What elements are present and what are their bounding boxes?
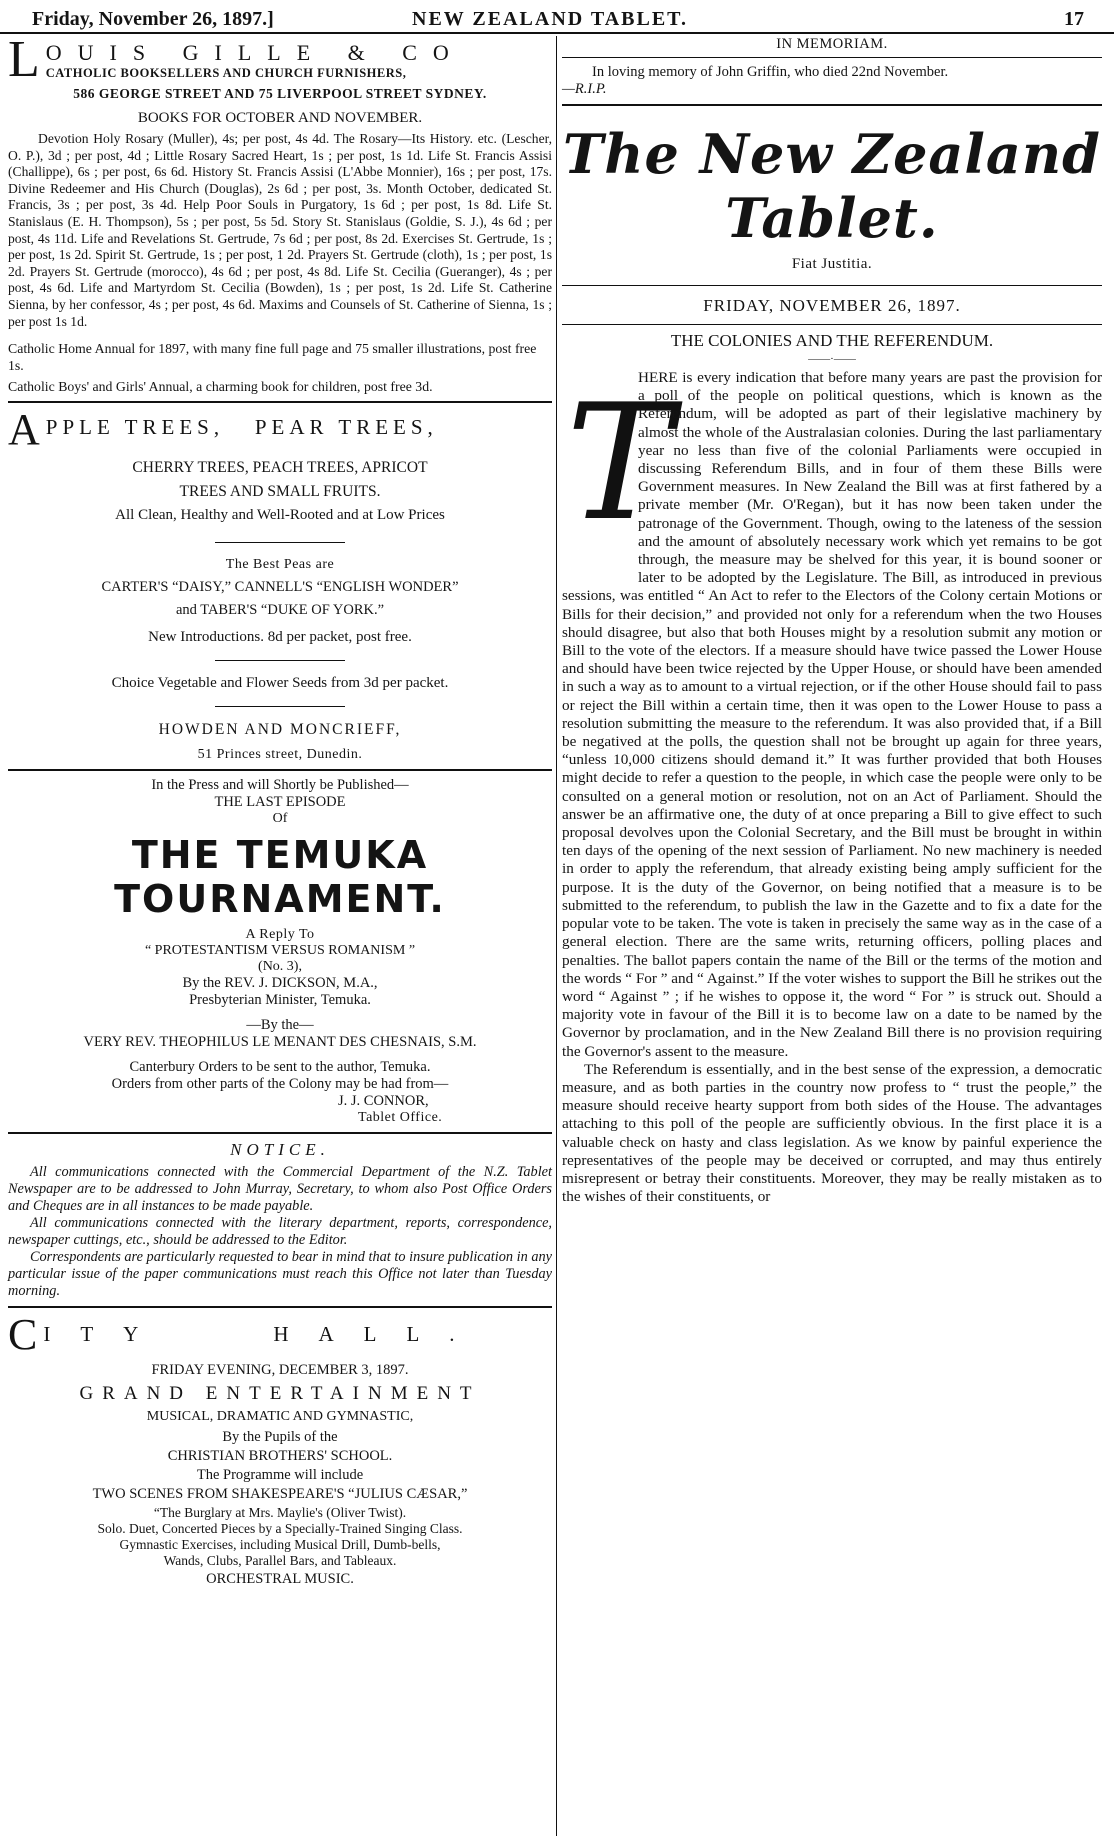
gille-initial: L xyxy=(8,36,40,82)
temuka-ad xyxy=(8,777,552,1134)
firm-address: 51 Princes street, Dunedin. xyxy=(197,747,363,763)
page-number: 17 xyxy=(1064,8,1084,30)
temuka-of: Of xyxy=(272,811,288,827)
trees-line1: CHERRY TREES, PEACH TREES, APRICOT xyxy=(132,459,428,477)
masthead-block xyxy=(562,122,1102,286)
notice-commercial: All communications connected with the Commercial Department of the N.Z. Tablet Newspaper are to be addressed to John Murray, Secretary, to whom also Post Office Orders and Cheques are in all instances to be made payable. xyxy=(8,1164,552,1215)
left-column xyxy=(8,36,552,1588)
trees-initial: A xyxy=(8,409,40,450)
trees-line3: All Clean, Healthy and Well-Rooted and at Low Prices xyxy=(115,507,445,524)
right-column xyxy=(562,36,1102,1206)
title-ornament: ——·—— xyxy=(808,353,856,365)
notice-title: NOTICE. xyxy=(230,1140,330,1160)
temuka-episode: THE LAST EPISODE xyxy=(214,794,346,811)
cityhall-wands: Wands, Clubs, Parallel Bars, and Tableaux. xyxy=(163,1553,397,1569)
gille-name: OUIS GILLE & CO xyxy=(45,40,465,65)
masthead-title: The New Zealand Tablet. xyxy=(563,122,1101,250)
peas-heading: The Best Peas are xyxy=(225,557,335,573)
notice-correspondents: Correspondents are particularly requested to bear in mind that to insure publication in any particular issue of the paper communications must reach this Office not later than Tuesday morning. xyxy=(8,1249,552,1300)
temuka-office: Tablet Office. xyxy=(358,1110,443,1126)
article xyxy=(562,331,1102,1206)
peas-price: New Introductions. 8d per packet, post free. xyxy=(148,629,412,646)
memoriam-rip: —R.I.P. xyxy=(562,81,607,97)
memoriam-title: IN MEMORIAM. xyxy=(776,36,888,52)
peas-taber: and TABER'S “DUKE OF YORK.” xyxy=(175,602,385,619)
gille-sub: CATHOLIC BOOKSELLERS AND CHURCH FURNISHERS, xyxy=(45,66,407,80)
memoriam xyxy=(562,36,1102,106)
cityhall-julius: TWO SCENES FROM SHAKESPEARE'S “JULIUS CÆSAR,” xyxy=(92,1486,468,1503)
article-paragraph-1: HERE is every indication that before many years are past the provision for a poll of the people on political questions, which is known as the Referendum, will be adopted as part of their legislative machinery by almost the whole of the Australasian colonies. During the last parliamentary year no less than five of the colonial Parliaments were occupied in discussing Referendum Bills, and in four of them these Bills were Government measures. In New Zealand the Bill was at first fathered by a private member (Mr. O'Regan), but it has now been taken under the patronage of the Government. Though, owing to the lateness of the session and the amount of absolutely necessary work which yet remains to be got through, the measure may be shelved for this year, it is bound sooner or later to be adopted by the Legislature. The Bill, as introduced in previous sessions, was entitled “ An Act to refer to the Electors of the Colony certain Motions or Bills for their decision,” and provided not only for a referendum when the two Houses should disagree, but also that both Houses might by a resolution submit any motion or Bill to the vote of the electors. If a measure should have twice passed the Lower House and should have been twice rejected by the Upper House, or should have been amended in such a way as to amount to a virtual rejection, or if the other House should fail to pass or reject the Bill within a certain time, then it was open to the Lower House to pass a resolution submitting the measure to the referendum. It was also provided that, if a Bill be negatived at the polls, the question shall not be brought up again for three years, “unless 10,000 citizens should demand it.” It was further provided that both Houses might decide to refer a question to the people, in which case the people were only to be consulted on a general motion or resolution, not on an Act of Parliament. Should the answer be an affirmative one, the duty of at once preparing a Bill to give effect to such proposal devolves upon the Colonial Secretary, and the Bill must be brought in within ten days of the opening of the next session of Parliament. No new machinery is needed in order to apply the referendum, that already existing being amply sufficient for the purpose. It is the duty of the Governor, on being notified that a measure is to be submitted to the referendum, to publish the law in the Gazette and to fix a date for the popular vote to be taken. The vote is taken in precisely the same way as in the case of a general election. There are the same writs, returning officers, polling places and penalties. The ballot papers contain the name of the Bill or the terms of the motion and the words “ For ” and “ Against.” If the voter wishes to support the Bill he strikes out the word “ Against ” ; if he wishes to oppose it, the word “ For ” is struck out. Should a majority vote in favour of the Bill it is to become law on a date to be named by the Governor by proclamation, and in the New Zealand Bill there is no provision requiring the Governor's assent to the measure. xyxy=(562,369,1102,1060)
firm-name: HOWDEN AND MONCRIEFF, xyxy=(158,721,402,739)
seeds-line: Choice Vegetable and Flower Seeds from 3d per packet. xyxy=(111,675,449,692)
city-hall-ad xyxy=(8,1314,552,1588)
header-date: Friday, November 26, 1897.] xyxy=(32,8,274,30)
drop-cap: T xyxy=(566,369,673,556)
column-divider xyxy=(556,36,557,1836)
temuka-by: —By the— xyxy=(246,1017,314,1034)
home-annual: Catholic Home Annual for 1897, with many fine full page and 75 smaller illustrations, post free 1s. xyxy=(8,341,537,374)
cityhall-pupils: By the Pupils of the xyxy=(222,1429,338,1446)
temuka-canterbury: Canterbury Orders to be sent to the author, Temuka. xyxy=(129,1059,431,1076)
temuka-author: By the REV. J. DICKSON, M.A., xyxy=(182,975,378,992)
masthead-motto: Fiat Justitia. xyxy=(791,256,873,272)
cityhall-burglary: “The Burglary at Mrs. Maylie's (Oliver Twist). xyxy=(153,1505,407,1521)
cityhall-gymnastic: Gymnastic Exercises, including Musical Drill, Dumb-bells, xyxy=(119,1537,441,1553)
cityhall-grand: GRAND ENTERTAINMENT xyxy=(79,1383,481,1405)
memoriam-text: In loving memory of John Griffin, who died 22nd November. xyxy=(592,64,949,80)
temuka-protestantism: “ PROTESTANTISM VERSUS ROMANISM ” xyxy=(144,943,416,959)
cityhall-musical: MUSICAL, DRAMATIC AND GYMNASTIC, xyxy=(146,1409,414,1425)
notice-literary: All communications connected with the literary department, reports, correspondence, newspaper cuttings, etc., should be addressed to the Editor. xyxy=(8,1215,552,1249)
header-title: NEW ZEALAND TABLET. xyxy=(412,8,689,30)
trees-line2: TREES AND SMALL FRUITS. xyxy=(179,483,381,501)
article-paragraph-2: The Referendum is essentially, and in the best sense of the expression, a democratic measure, and as both parties in the country now profess to “ trust the people,” the measure should receive hearty support from both sides of the House. The advantages attaching to this poll of the people are sufficiently obvious. In the first place it is a valuable check on hasty and class legislation. As we know by painful experience the representatives of the people may be deceived or corrupted, and may thus entirely misrepresent or betray their constituents. Moreover, they may be really mistaken as to the wishes of their constituents, or xyxy=(562,1060,1102,1206)
boys-girls-annual: Catholic Boys' and Girls' Annual, a charming book for children, post free 3d. xyxy=(8,379,433,395)
temuka-chesnais: VERY REV. THEOPHILUS LE MENANT DES CHESNAIS, S.M. xyxy=(83,1034,477,1051)
cityhall-date: FRIDAY EVENING, DECEMBER 3, 1897. xyxy=(151,1362,409,1379)
issue-date: FRIDAY, NOVEMBER 26, 1897. xyxy=(562,292,1102,325)
trees-title: PPLE TREES, PEAR TREES, xyxy=(45,415,438,440)
books-list: Devotion Holy Rosary (Muller), 4s; per post, 4s 4d. The Rosary—Its History. etc. (Lescher, O. P.), 3d ; per post, 4d ; Little Rosary Sacred Heart, 1s ; per post, 1s 1d. Life St. Francis Assisi (Challippe), 6s ; per post, 6s 6d. History St. Francis Assisi (L'Abbe Monnier), 16s ; per post, 17s. Divine Redeemer and His Church (Douglas), 2s 6d ; per post, 3s. Month October, dedicated St. Francis, 3s ; per post, 3s 4d. Help Poor Souls in Purgatory, 1s 6d ; per post, 1s 8d. Life St. Stanislaus (E. H. Thompson), 5s ; per post, 5s 5d. Story St. Stanislaus (Goldie, S. J.), 4s 6d ; per post, 4s 11d. Life and Revelations St. Gertrude, 7s 6d ; per post, 8s 2d. Exercises St. Gertrude, 1s ; per post, 1s 2d. Spirit St. Gertrude, 1s ; per post, 1 2d. Prayers St. Gertrude (cloth), 1s ; per post, 1s 2d. Prayers St. Gertrude (morocco), 4s 6d ; per post, 4s 8d. Life St. Cecilia (Gueranger), 4s ; per post, 4s 6d. Life and Martyrdom St. Cecilia (Bowden), 1s ; per post, 1s 2d. Life St. Catherine Sienna, by her confessor, 4s ; per post, 4s 6d. Maxims and Counsels of St. Catherine of Sienna, 1s ; per post 1s 1d. xyxy=(8,131,552,329)
cityhall-solo: Solo. Duet, Concerted Pieces by a Specially-Trained Singing Class. xyxy=(97,1521,463,1537)
temuka-intro: In the Press and will Shortly be Published— xyxy=(151,777,409,794)
temuka-orders: Orders from other parts of the Colony may be had from— xyxy=(111,1076,449,1093)
temuka-no3: (No. 3), xyxy=(258,959,302,975)
gille-address: 586 GEORGE STREET AND 75 LIVERPOOL STREET SYDNEY. xyxy=(73,86,487,101)
temuka-reply: A Reply To xyxy=(245,927,315,943)
trees-ad xyxy=(8,409,552,771)
temuka-title: THE TEMUKA TOURNAMENT. xyxy=(114,833,446,922)
gille-ad xyxy=(8,36,552,403)
article-title: THE COLONIES AND THE REFERENDUM. xyxy=(670,331,994,350)
page-header xyxy=(0,6,1114,34)
books-heading: BOOKS FOR OCTOBER AND NOVEMBER. xyxy=(137,110,423,126)
cityhall-title: ITY HALL. xyxy=(43,1322,485,1347)
notice-box xyxy=(8,1140,552,1308)
cityhall-initial: C xyxy=(8,1314,38,1355)
cityhall-school: CHRISTIAN BROTHERS' SCHOOL. xyxy=(167,1448,393,1465)
peas-varieties: CARTER'S “DAISY,” CANNELL'S “ENGLISH WONDER” xyxy=(101,579,459,596)
cityhall-programme: The Programme will include xyxy=(196,1467,364,1484)
cityhall-orchestral: ORCHESTRAL MUSIC. xyxy=(206,1571,354,1588)
temuka-connor: J. J. CONNOR, xyxy=(338,1093,429,1110)
temuka-minister: Presbyterian Minister, Temuka. xyxy=(189,992,371,1009)
